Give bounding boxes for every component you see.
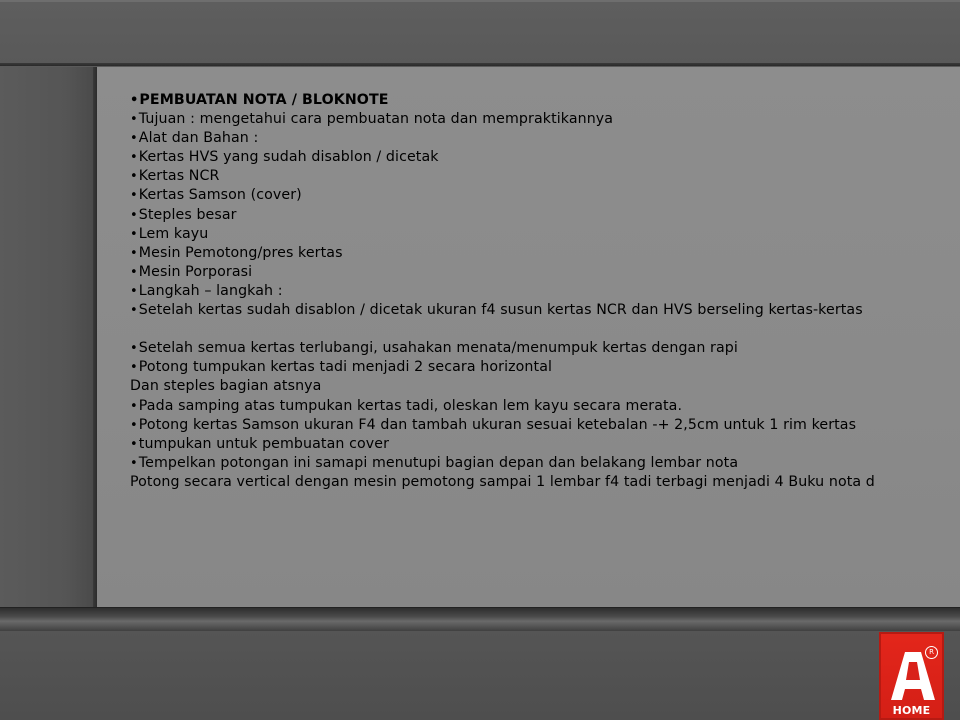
- list-item: •Alat dan Bahan :: [130, 130, 259, 147]
- list-item: •Setelah kertas sudah disablon / dicetak ukuran f4 susun kertas NCR dan HVS berseling kertas-kertas: [130, 302, 863, 319]
- list-item-continuation: Dan steples bagian atsnya: [130, 378, 322, 395]
- list-item: •Tujuan : mengetahui cara pembuatan nota dan mempraktikannya: [130, 111, 614, 128]
- list-item: •Mesin Porporasi: [130, 263, 253, 280]
- bullet-icon: •: [130, 398, 138, 414]
- bullet-icon: •: [130, 436, 138, 452]
- left-sidebar-bar: [0, 67, 94, 607]
- list-item: •Kertas HVS yang sudah disablon / dicetak: [130, 149, 439, 166]
- list-item: •Potong kertas Samson ukuran F4 dan tambah ukuran sesuai ketebalan -+ 2,5cm untuk 1 rim kertas: [130, 416, 857, 433]
- registered-mark-icon: R: [925, 646, 938, 659]
- bullet-icon: •: [130, 112, 138, 128]
- bullet-icon: •: [130, 93, 139, 108]
- list-item: •tumpukan untuk pembuatan cover: [130, 435, 390, 452]
- bullet-icon: •: [130, 245, 138, 261]
- footer-divider-bar: [0, 607, 960, 632]
- bullet-icon: •: [130, 150, 138, 166]
- bullet-icon: •: [130, 455, 138, 471]
- list-item: •Lem kayu: [130, 225, 209, 242]
- list-item: •Mesin Pemotong/pres kertas: [130, 244, 343, 261]
- list-item: •Potong tumpukan kertas tadi menjadi 2 secara horizontal: [130, 359, 553, 376]
- footer-area: [0, 631, 960, 720]
- list-item: •Steples besar: [130, 206, 237, 223]
- bullet-icon: •: [130, 360, 138, 376]
- list-item: •Langkah – langkah :: [130, 282, 283, 299]
- bullet-icon: •: [130, 341, 138, 357]
- bullet-icon: •: [130, 207, 138, 223]
- brand-logo-text: HOME: [892, 704, 931, 717]
- list-item: •Kertas Samson (cover): [130, 187, 302, 204]
- brand-a-icon: [891, 652, 935, 700]
- bullet-icon: •: [130, 169, 138, 185]
- bullet-icon: •: [130, 283, 138, 299]
- bullet-icon: •: [130, 303, 138, 319]
- bullet-icon: •: [130, 226, 138, 242]
- blank-line: [130, 320, 960, 339]
- bullet-icon: •: [130, 188, 138, 204]
- list-item: •Kertas NCR: [130, 168, 220, 185]
- list-item-continuation: Potong secara vertical dengan mesin pemotong sampai 1 lembar f4 tadi terbagi menjadi 4 Buku nota d: [130, 473, 875, 490]
- slide-title: •PEMBUATAN NOTA / BLOKNOTE: [130, 92, 389, 108]
- slide-text-block: [130, 91, 960, 492]
- bullet-icon: •: [130, 417, 138, 433]
- list-item: •Pada samping atas tumpukan kertas tadi, oleskan lem kayu secara merata.: [130, 397, 683, 414]
- bullet-icon: •: [130, 264, 138, 280]
- list-item: •Setelah semua kertas terlubangi, usahakan menata/menumpuk kertas dengan rapi: [130, 340, 738, 357]
- brand-logo: [879, 632, 944, 720]
- bullet-icon: •: [130, 131, 138, 147]
- list-item: •Tempelkan potongan ini samapi menutupi bagian depan dan belakang lembar nota: [130, 454, 739, 471]
- header-band: [0, 0, 960, 64]
